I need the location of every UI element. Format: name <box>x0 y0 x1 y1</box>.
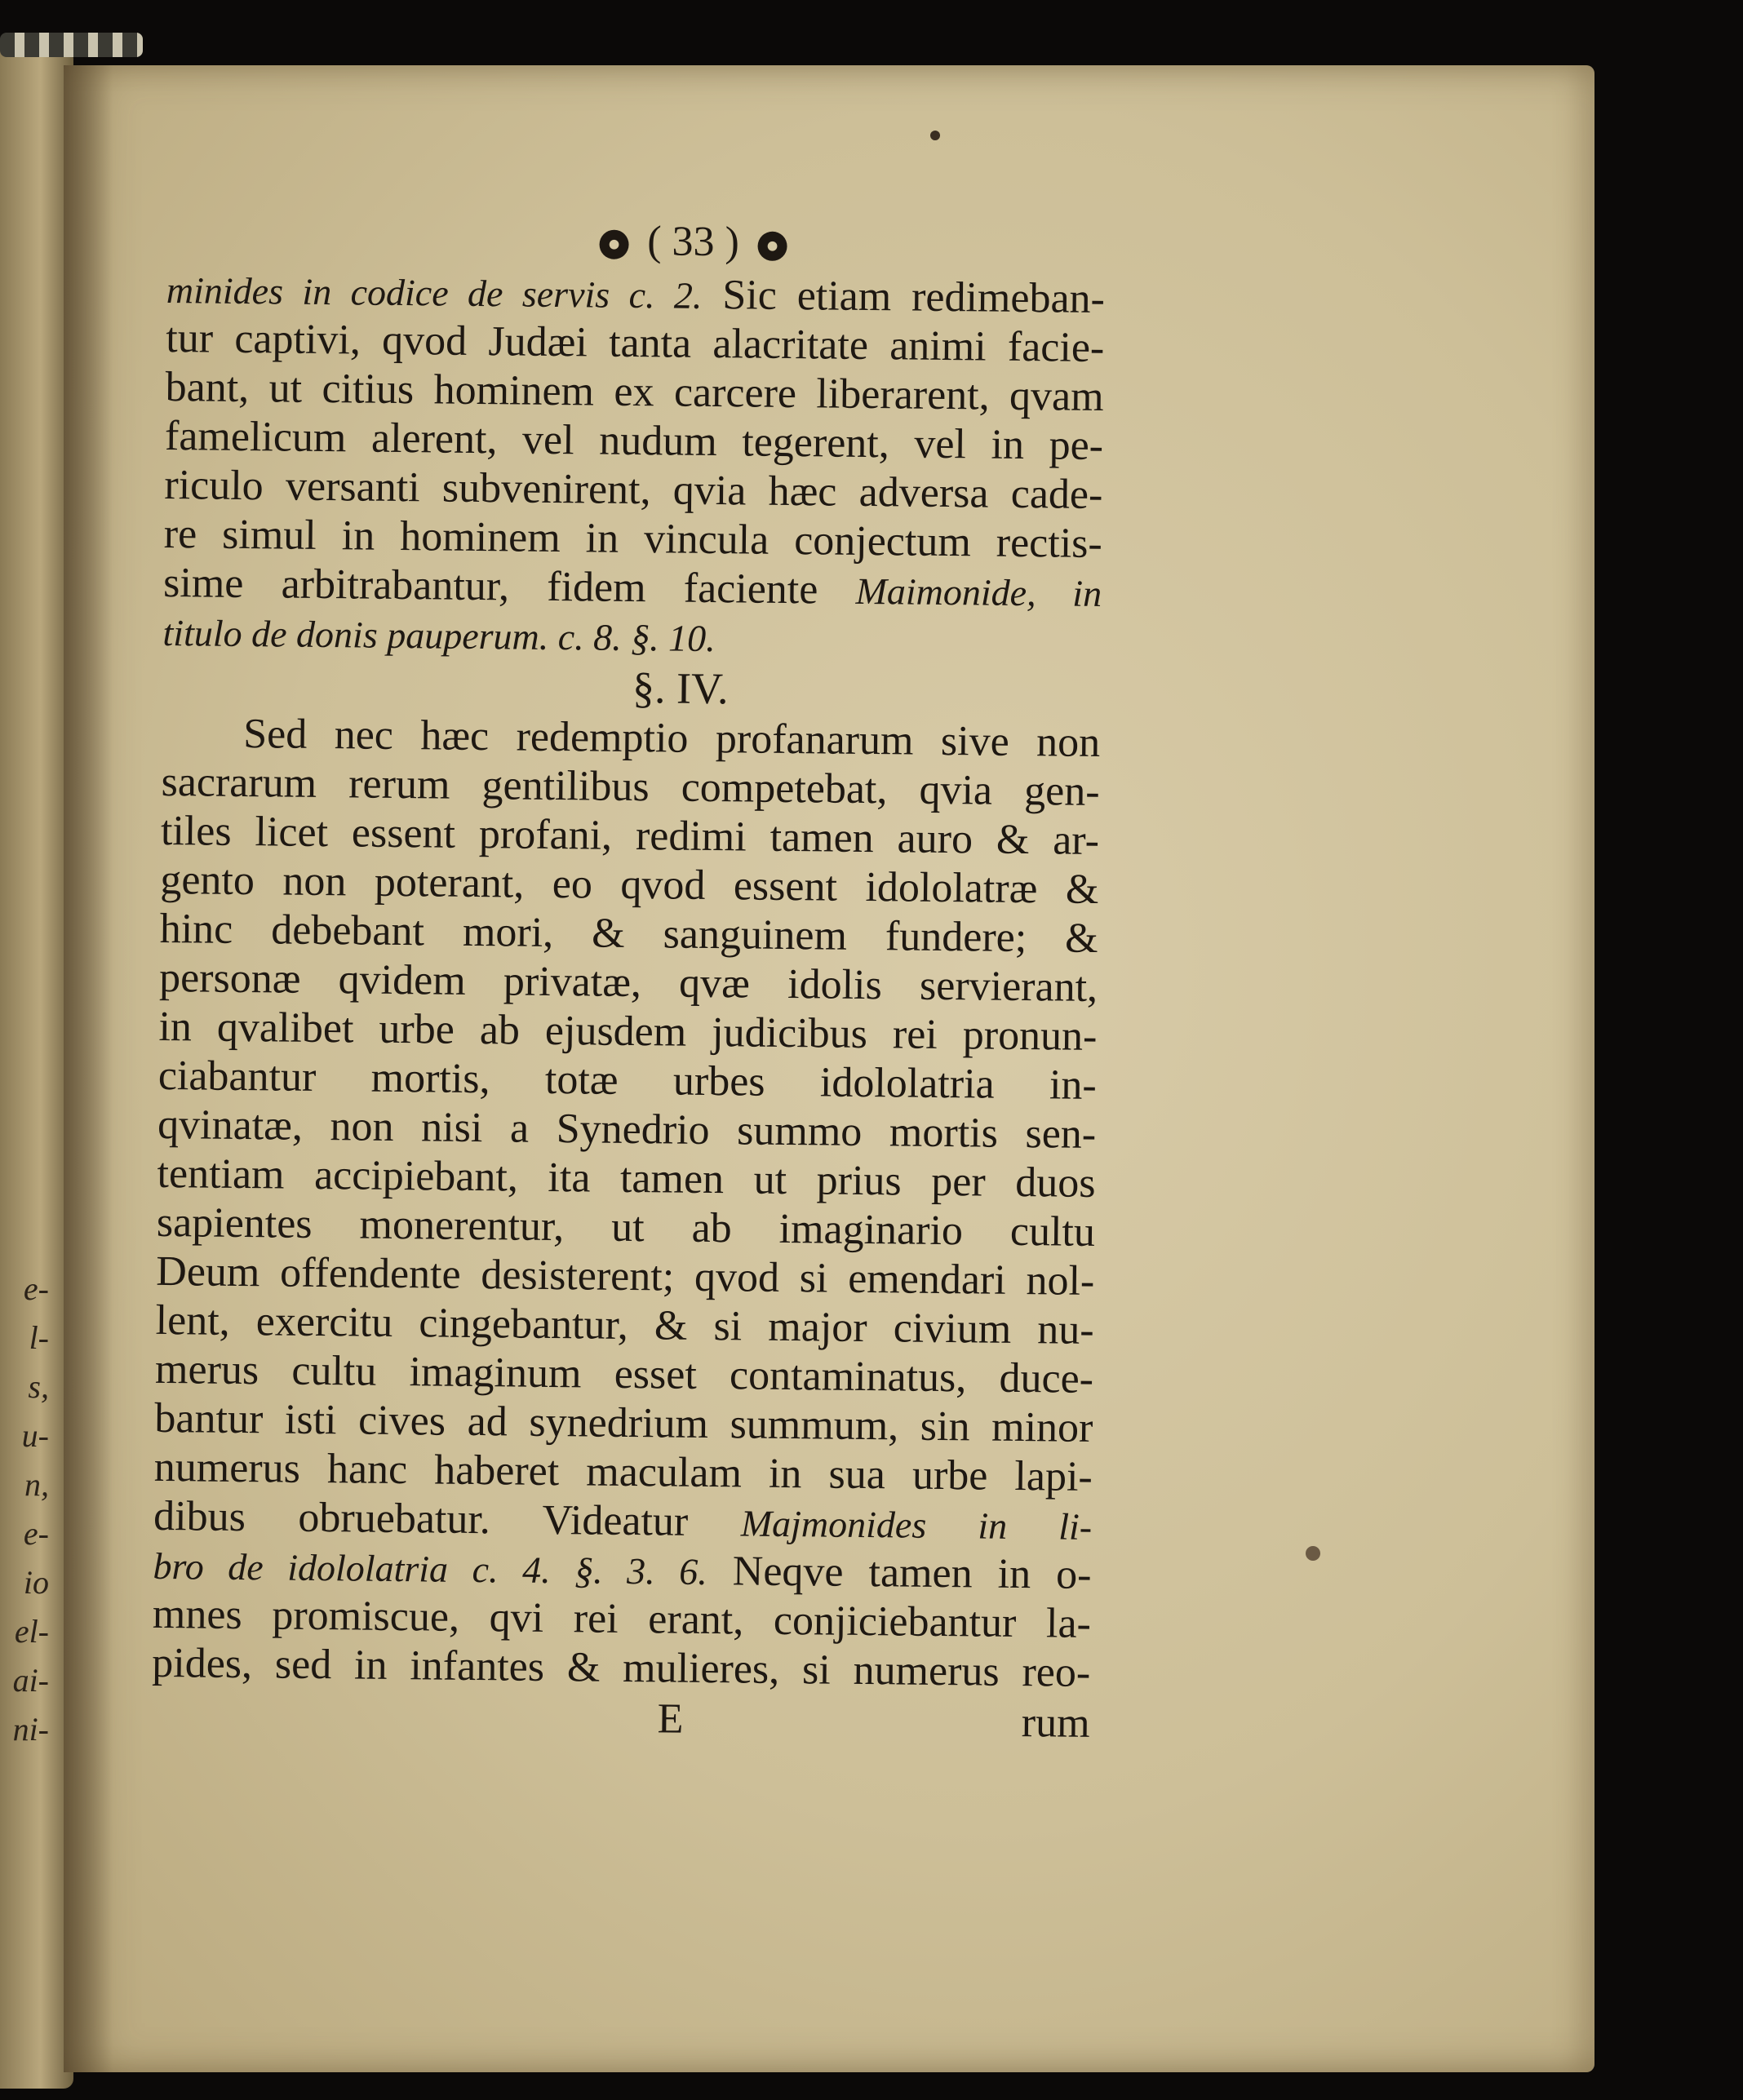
text-line <box>162 608 1102 667</box>
text-run: hinc debebant mori, & sanguinem fundere; & <box>159 905 1098 962</box>
ink-speck <box>930 131 940 140</box>
page-header <box>166 208 1106 275</box>
text-run: sacrarum rerum gentilibus competebat, qvia gen- <box>161 758 1100 816</box>
gutter-shadow <box>64 65 113 2072</box>
facing-page-fragment: io <box>23 1564 49 1601</box>
facing-page-fragment: l- <box>29 1319 49 1356</box>
text-run: personæ qvidem privatæ, qvæ idolis servierant, <box>158 954 1098 1011</box>
page-footer <box>151 1688 1090 1750</box>
facing-page-fragment: ni- <box>12 1711 49 1748</box>
text-run: mnes promiscue, qvi rei erant, conjiciebantur la- <box>152 1590 1092 1647</box>
italic-text: minides in codice de servis c. 2. <box>166 268 703 317</box>
text-run: famelicum alerent, vel nudum tegerent, vel in pe- <box>164 412 1104 470</box>
text-run: lent, exercitu cingebantur, & si major civium nu- <box>155 1296 1094 1353</box>
facing-page-text-fragments <box>0 1265 49 1754</box>
text-run: Sic etiam redimeban- <box>702 271 1106 323</box>
text-run: re simul in hominem in vincula conjectum rectis- <box>163 510 1103 568</box>
catchword: rum <box>1021 1699 1090 1747</box>
flower-ornament-icon <box>758 232 787 261</box>
text-run: Sed nec hæc redemptio profanarum sive non <box>242 711 1101 767</box>
text-run: gento non poterant, eo qvod essent idololatræ & <box>160 856 1099 913</box>
paragraph-1 <box>162 265 1105 667</box>
text-run: sapientes monerentur, ut ab imaginario cultu <box>156 1198 1096 1256</box>
text-run: merus cultu imaginum esset contaminatus, duce- <box>154 1345 1094 1402</box>
italic-text: titulo de donis pauperum. c. 8. §. 10. <box>162 611 716 660</box>
signature-mark: E <box>657 1695 684 1743</box>
italic-text: bro de idololatria c. 4. §. 3. 6. <box>153 1544 708 1593</box>
italic-text: Majmonides in li- <box>740 1502 1093 1548</box>
text-run: dibus obruebatur. Videatur <box>153 1492 742 1546</box>
text-run: Deum offendente desisterent; qvod si emendari nol- <box>156 1247 1095 1305</box>
facing-page-fragment: u- <box>21 1417 49 1454</box>
section-heading: §. IV. <box>632 663 729 714</box>
text-run: in qvalibet urbe ab ejusdem judicibus rei pronun- <box>158 1003 1098 1060</box>
italic-text: Maimonide, in <box>855 569 1102 615</box>
facing-page-fragment: s, <box>28 1368 49 1405</box>
paragraph-2 <box>152 709 1101 1698</box>
page-number: ( 33 ) <box>646 218 740 266</box>
text-run: tentiam accipiebant, ita tamen ut prius per duos <box>157 1150 1096 1207</box>
facing-page-fragment: ai- <box>12 1662 49 1699</box>
text-run: ciabantur mortis, totæ urbes idololatria in- <box>157 1052 1098 1109</box>
text-run: tur captivi, qvod Judæi tanta alacritate animi facie- <box>166 314 1105 372</box>
text-run: pides, sed in infantes & mulieres, si numerus reo- <box>152 1639 1091 1696</box>
ink-speck <box>1306 1546 1320 1561</box>
facing-page-fragment: n, <box>24 1466 49 1503</box>
facing-page-fragment: e- <box>23 1515 49 1552</box>
text-run: qvinatæ, non nisi a Synedrio summo mortis sen- <box>157 1101 1097 1158</box>
text-run: bantur isti cives ad synedrium summum, sin minor <box>154 1394 1093 1451</box>
text-run: numerus hanc haberet maculam in sua urbe lapi- <box>153 1443 1093 1500</box>
text-run: bant, ut citius hominem ex carcere liberarent, qvam <box>165 363 1104 421</box>
binding-thread <box>0 33 143 57</box>
text-run: riculo versanti subvenirent, qvia hæc adversa cade- <box>164 461 1103 519</box>
facing-page-edge <box>0 49 73 2089</box>
facing-page-fragment: e- <box>23 1270 49 1307</box>
text-run: sime arbitrabantur, fidem faciente <box>162 559 856 614</box>
text-block <box>151 208 1106 1750</box>
facing-page-fragment: el- <box>14 1613 49 1650</box>
flower-ornament-icon <box>599 230 628 259</box>
text-run: tiles licet essent profani, redimi tamen auro & ar- <box>160 807 1100 864</box>
text-run: Neqve tamen in o- <box>707 1548 1092 1598</box>
